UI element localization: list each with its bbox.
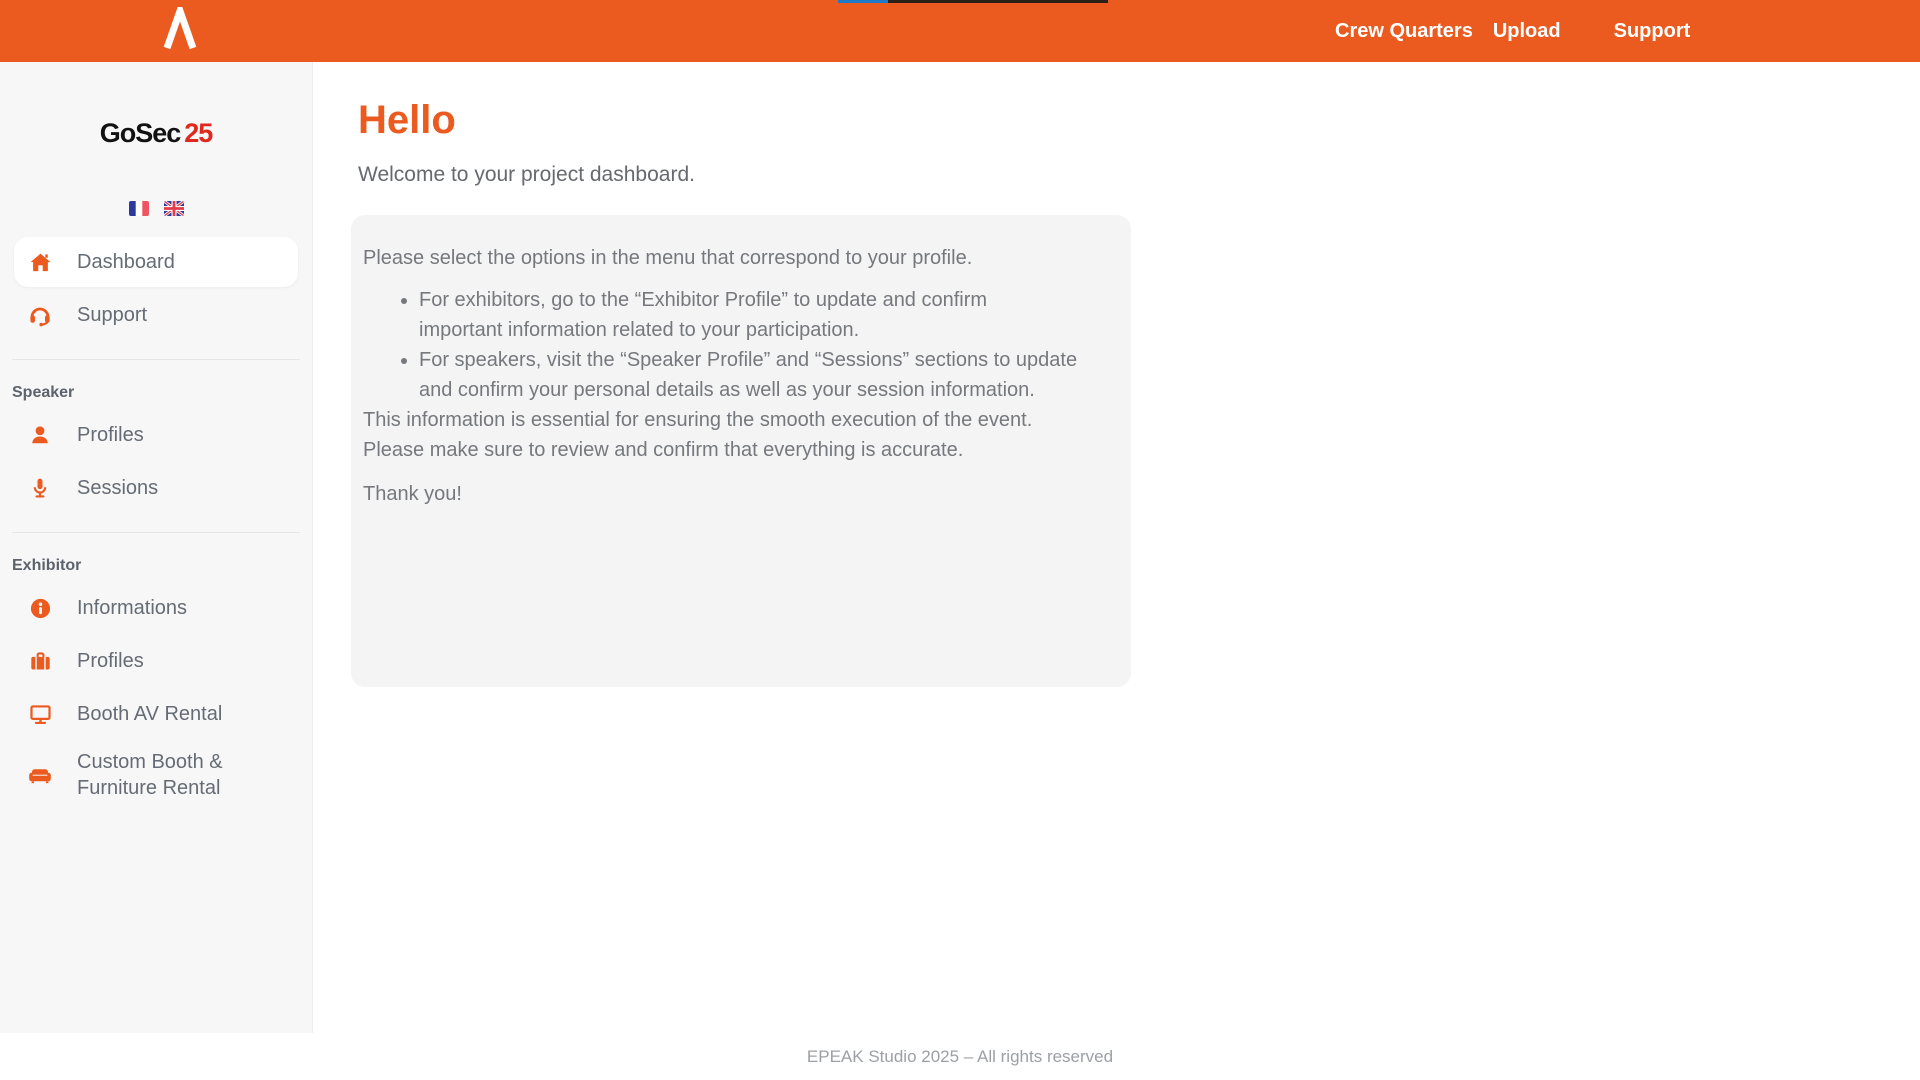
sidebar-item-exhibitor-profiles[interactable] <box>14 636 298 686</box>
sidebar-item-speaker-profiles[interactable] <box>14 410 298 460</box>
sidebar-item-label: Custom Booth & Furniture Rental <box>77 751 223 799</box>
main-content <box>313 62 1920 1033</box>
bullet-line: • For exhibitors, go to the “Exhibitor Profile” to update and confirm <box>419 289 988 311</box>
card-outro <box>363 405 1113 465</box>
sidebar-item-label: Informations <box>77 597 188 619</box>
dashboard-info-card <box>351 215 1131 687</box>
bullet-line: important information related to your participation. <box>419 319 860 341</box>
bullet-line: and confirm your personal details as well as your session information. <box>419 379 1035 401</box>
sidebar-item-support[interactable] <box>14 290 298 340</box>
sidebar-item-label: Profiles <box>77 424 144 446</box>
sidebar-item-label: Support <box>77 304 148 326</box>
language-switcher <box>0 201 312 216</box>
english-flag-icon[interactable] <box>164 201 184 216</box>
desktop-icon <box>28 702 52 726</box>
microphone-icon <box>28 476 52 500</box>
card-thanks: Thank you! <box>363 483 462 505</box>
outro-line: This information is essential for ensuring the smooth execution of the event. <box>363 409 1033 431</box>
caret-logo-icon <box>162 7 198 51</box>
sidebar-item-informations[interactable] <box>14 583 298 633</box>
footer-copyright: EPEAK Studio 2025 – All rights reserved <box>806 1046 1114 1066</box>
brand-year: 25 <box>184 118 213 148</box>
card-bullet-speakers <box>419 345 1113 405</box>
top-progress-bar-dark <box>888 0 1108 3</box>
sidebar-brand-logo <box>0 118 312 149</box>
page-footer <box>0 1033 1920 1080</box>
section-label-speaker: Speaker <box>12 384 75 401</box>
app-header <box>0 0 1920 62</box>
sidebar-item-label: Profiles <box>77 650 144 672</box>
headset-icon <box>28 303 52 327</box>
briefcase-icon <box>28 649 52 673</box>
sidebar-item-label: Dashboard <box>77 251 175 273</box>
sidebar-menu <box>0 237 312 808</box>
sidebar-divider <box>12 532 300 533</box>
bullet-line: • For speakers, visit the “Speaker Profile” and “Sessions” sections to update <box>419 349 1078 371</box>
header-logo-link[interactable] <box>162 7 198 51</box>
sidebar <box>0 62 313 1033</box>
sidebar-item-label: Booth AV Rental <box>77 703 223 725</box>
info-circle-icon <box>28 596 52 620</box>
header-nav <box>1335 0 1690 62</box>
sidebar-item-dashboard[interactable] <box>14 237 298 287</box>
card-bullet-list <box>363 285 1113 405</box>
outro-line: Please make sure to review and confirm that everything is accurate. <box>363 439 964 461</box>
sidebar-divider <box>12 359 300 360</box>
sidebar-item-booth-av-rental[interactable] <box>14 689 298 739</box>
page-subtitle: Welcome to your project dashboard. <box>358 163 695 186</box>
couch-icon <box>28 763 52 787</box>
french-flag-icon[interactable] <box>129 201 149 216</box>
top-progress-bar-blue <box>838 0 888 3</box>
section-label-exhibitor: Exhibitor <box>12 557 82 574</box>
brand-name: GoSec <box>99 118 181 148</box>
sidebar-item-sessions[interactable] <box>14 463 298 513</box>
page-title: Hello <box>358 98 456 142</box>
sidebar-item-label: Sessions <box>77 477 159 499</box>
card-bullet-exhibitors <box>419 285 1113 345</box>
nav-crew-quarters[interactable]: Crew Quarters <box>1335 19 1473 42</box>
sidebar-item-custom-booth-furniture[interactable] <box>14 742 298 808</box>
nav-support[interactable]: Support <box>1613 19 1691 42</box>
user-icon <box>28 423 52 447</box>
home-icon <box>28 250 52 274</box>
card-intro: Please select the options in the menu that correspond to your profile. <box>363 247 973 269</box>
nav-upload[interactable]: Upload <box>1492 19 1561 42</box>
